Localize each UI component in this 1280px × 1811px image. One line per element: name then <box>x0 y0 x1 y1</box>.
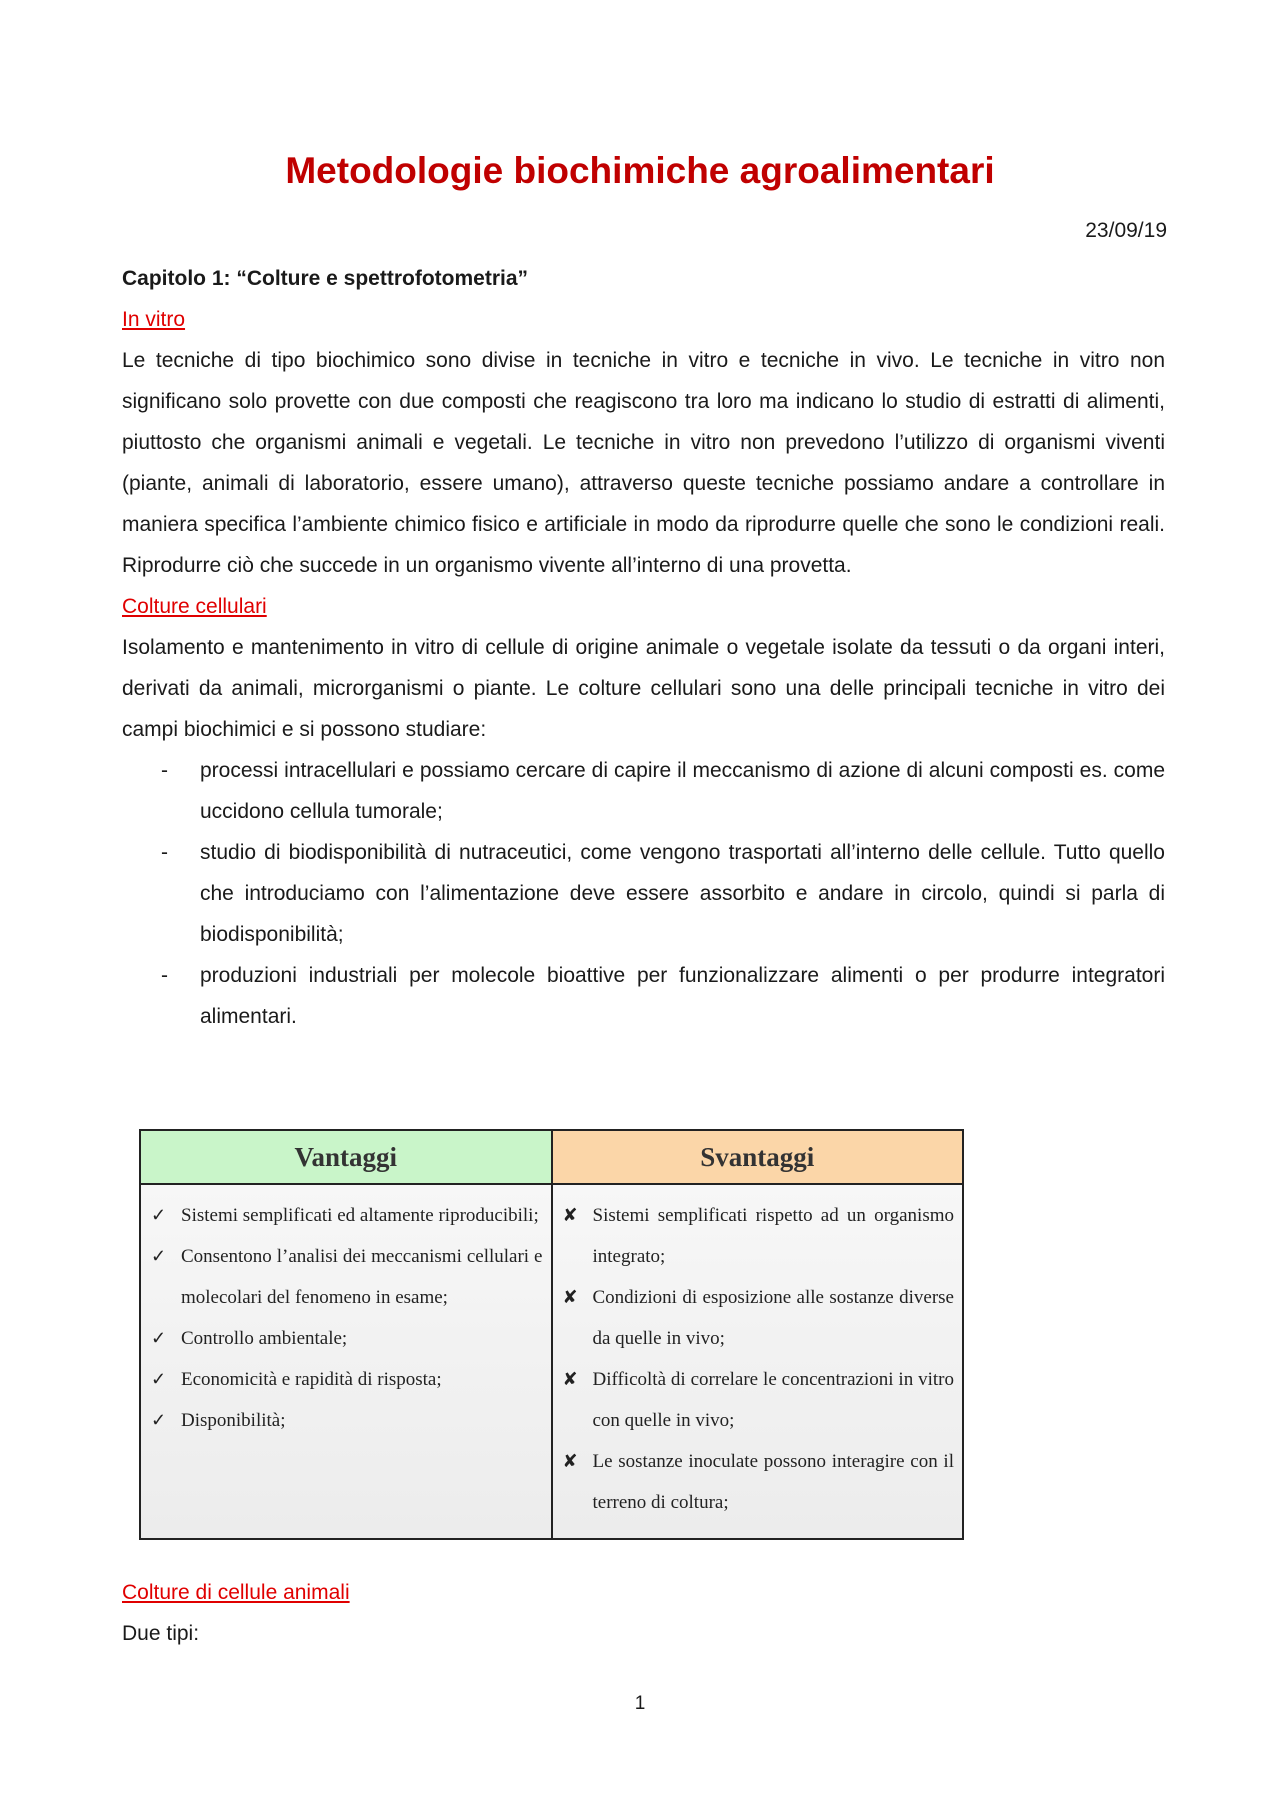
document-body-lower <box>122 1572 1165 1654</box>
table-header-svantaggi: Svantaggi <box>553 1131 963 1183</box>
cell-text: Le sostanze inoculate possono interagire con il terreno di coltura; <box>592 1451 954 1513</box>
check-icon: ✓ <box>151 1328 167 1348</box>
chapter-heading: Capitolo 1: “Colture e spettrofotometria” <box>122 267 529 290</box>
table-row <box>561 1277 955 1359</box>
cell-text: Consentono l’analisi dei meccanismi cellulari e molecolari del fenomeno in esame; <box>181 1246 543 1308</box>
page-number: 1 <box>634 1693 646 1714</box>
table-body <box>141 1185 962 1538</box>
paragraph-colture-animali: Due tipi: <box>122 1622 200 1645</box>
cross-icon: ✘ <box>562 1287 578 1307</box>
bullet-list <box>122 750 1165 1037</box>
cross-icon: ✘ <box>562 1369 578 1389</box>
table-row <box>149 1195 543 1236</box>
table-row <box>149 1236 543 1318</box>
list-item <box>122 832 1165 955</box>
table-row <box>561 1441 955 1523</box>
bullet-dash: - <box>161 964 168 987</box>
bullet-dash: - <box>161 759 168 782</box>
section-heading-colture-cellulari: Colture cellulari <box>122 595 267 618</box>
document-title: Metodologie biochimiche agroalimentari <box>285 150 995 191</box>
document-date: 23/09/19 <box>1085 219 1167 242</box>
cell-text: Economicità e rapidità di risposta; <box>181 1369 442 1390</box>
cell-text: Controllo ambientale; <box>181 1328 348 1349</box>
check-icon: ✓ <box>151 1369 167 1389</box>
table-row <box>149 1400 543 1441</box>
svantaggi-list <box>561 1195 955 1523</box>
bullet-text: produzioni industriali per molecole bioattive per funzionalizzare alimenti o per produrre integratori alimentari. <box>200 964 1165 1028</box>
table-row <box>561 1359 955 1441</box>
check-icon: ✓ <box>151 1246 167 1266</box>
section-heading-colture-animali: Colture di cellule animali <box>122 1581 350 1604</box>
paragraph-in-vitro: Le tecniche di tipo biochimico sono divise in tecniche in vitro e tecniche in vivo. Le tecniche in vitro non significano solo provette con due composti che reagiscono tra loro ma indicano lo studio di estratti di alimenti, piuttosto che organismi animali e vegetali. Le tecniche in vitro non prevedono l’utilizzo di organismi viventi (piante, animali di laboratorio, essere umano), attraverso queste tecniche possiamo andare a controllare in maniera specifica l’ambiente chimico fisico e artificiale in modo da riprodurre quelle che sono le condizioni reali. Riprodurre ciò che succede in un organismo vivente all’interno di una provetta. <box>122 349 1165 577</box>
cross-icon: ✘ <box>562 1205 578 1225</box>
list-item <box>122 955 1165 1037</box>
cell-text: Sistemi semplificati rispetto ad un organismo integrato; <box>592 1205 954 1267</box>
table-row <box>149 1359 543 1400</box>
table-row <box>561 1195 955 1277</box>
cell-text: Sistemi semplificati ed altamente riproducibili; <box>181 1205 539 1226</box>
check-icon: ✓ <box>151 1205 167 1225</box>
check-icon: ✓ <box>151 1410 167 1430</box>
cell-text: Disponibilità; <box>181 1410 286 1431</box>
table-column-svantaggi <box>553 1185 963 1538</box>
list-item <box>122 750 1165 832</box>
document-body <box>122 258 1165 1037</box>
table-header-row <box>141 1131 962 1185</box>
cell-text: Condizioni di esposizione alle sostanze diverse da quelle in vivo; <box>592 1287 954 1349</box>
vantaggi-list <box>149 1195 543 1441</box>
section-heading-in-vitro: In vitro <box>122 308 186 331</box>
cross-icon: ✘ <box>562 1451 578 1471</box>
bullet-text: processi intracellulari e possiamo cercare di capire il meccanismo di azione di alcuni composti es. come uccidono cellula tumorale; <box>200 759 1165 823</box>
bullet-text: studio di biodisponibilità di nutraceutici, come vengono trasportati all’interno delle cellule. Tutto quello che introduciamo con l’alimentazione deve essere assorbito e andare in circolo, quindi si parla di biodisponibilità; <box>200 841 1165 946</box>
table-header-vantaggi: Vantaggi <box>141 1131 553 1183</box>
bullet-dash: - <box>161 841 168 864</box>
table-column-vantaggi <box>141 1185 553 1538</box>
table-row <box>149 1318 543 1359</box>
cell-text: Difficoltà di correlare le concentrazioni in vitro con quelle in vivo; <box>592 1369 954 1431</box>
advantages-disadvantages-table <box>139 1129 964 1540</box>
paragraph-colture-cellulari: Isolamento e mantenimento in vitro di cellule di origine animale o vegetale isolate da tessuti o da organi interi, derivati da animali, microrganismi o piante. Le colture cellulari sono una delle principali tecniche in vitro dei campi biochimici e si possono studiare: <box>122 636 1165 741</box>
